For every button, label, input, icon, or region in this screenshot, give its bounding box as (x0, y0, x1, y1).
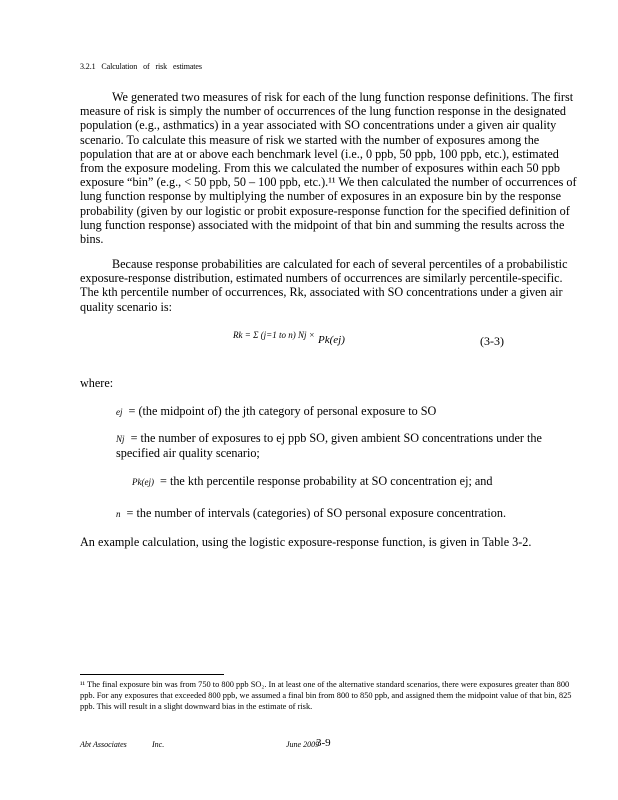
definition-symbol: ej (116, 407, 123, 417)
definition-text: = the number of exposures to ej ppb SO, given ambient SO concentrations under the specified air quality scenario; (116, 431, 542, 461)
definition-text: = (the midpoint of) the jth category of personal exposure to SO (128, 404, 437, 418)
page-footer (80, 737, 560, 754)
section-number: 3.2.1 (80, 62, 96, 71)
section-heading (80, 62, 206, 71)
section-title-word: risk (155, 62, 168, 71)
definition-symbol: Pk(ej) (132, 477, 154, 487)
definition-item (132, 474, 592, 489)
footer-inc: Inc. (152, 740, 165, 749)
definition-item (116, 431, 576, 460)
equation-lhs: Rk = Σ (j=1 to n) Nj × (233, 330, 315, 340)
footer-organization: Abt Associates (80, 740, 127, 749)
footnote: ¹¹ The final exposure bin was from 750 to 800 ppb SO₂. In at least one of the alternative standard scenarios, there were exposures greater than 800 ppb. For any exposures that exceeded 800 ppb, we assumed a final bin from 800 to 850 ppb, and assigned them the midpoint value of that bin, 825 ppb. This will result in a slight downward bias in the estimate of risk. (80, 680, 572, 711)
body-paragraph-2 (80, 257, 580, 314)
definition-item (116, 506, 576, 521)
definition-text: = the number of intervals (categories) of SO personal exposure concentration. (126, 506, 507, 520)
equation-number: (3-3) (480, 334, 504, 348)
paragraph-text: Because response probabilities are calculated for each of several percentiles of a probabilistic exposure-response distribution, estimated numbers of occurrences are similarly percentile-specific. The kth percentile number of occurrences, Rk, associated with SO concentrations under a given air quality scenario is: (80, 257, 568, 314)
definition-symbol: n (116, 509, 121, 519)
footer-date: June 2009 (286, 740, 320, 749)
definition-symbol: Nj (116, 434, 125, 444)
body-paragraph-1 (80, 90, 580, 246)
where-label: where: (80, 376, 114, 390)
section-title-word: Calculation (101, 62, 138, 71)
section-title-word: of (143, 62, 150, 71)
section-title-word: estimates (173, 62, 202, 71)
example-line: An example calculation, using the logistic exposure-response function, is given in Table 3-2. (80, 535, 532, 549)
paragraph-text: We generated two measures of risk for each of the lung function response definitions. The first measure of risk is simply the number of occurrences of the lung function response in the designated population (e.g., asthmatics) in a year associated with SO concentrations under a given air quality scenario. To calculate this measure of risk we started with the number of exposures among the population that are at or above each benchmark level (i.e., 0 ppb, 50 ppb, 100 ppb, etc.), estimated from the exposure modeling. From this we calculated the number of exposures within each 50 ppb exposure “bin” (e.g., < 50 ppb, 50 – 100 ppb, etc.).¹¹ We then calculated the number of occurrences of lung function response by multiplying the number of exposures in an exposure bin by the response probability (given by our logistic or probit exposure-response function for the specified definition of lung function response) associated with the midpoint of that bin and summing the results across the bins. (80, 90, 577, 247)
definition-text: = the kth percentile response probability at SO concentration ej; and (160, 474, 493, 488)
equation-rhs: Pk(ej) (318, 334, 345, 346)
page-number: 3-9 (316, 737, 331, 749)
footnote-divider (80, 674, 224, 675)
definition-item (116, 404, 576, 419)
